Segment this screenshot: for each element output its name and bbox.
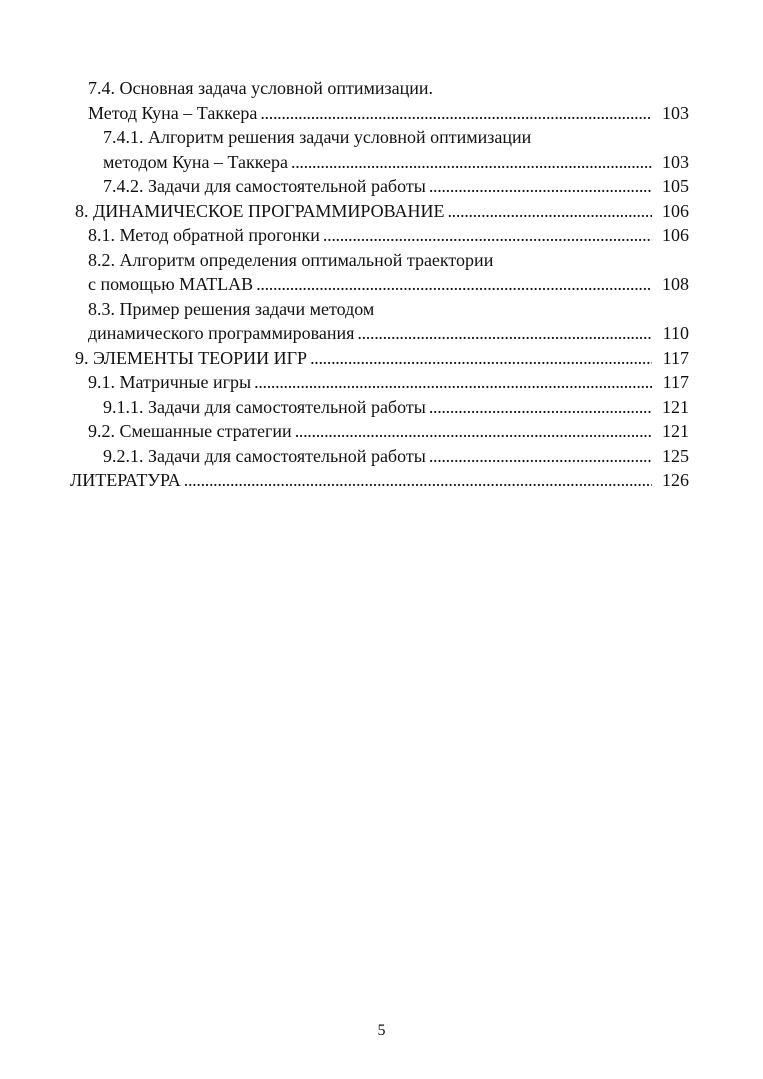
toc-entry-line	[88, 297, 763, 322]
page-number: 5	[377, 1022, 386, 1039]
toc-entry-line	[103, 395, 763, 420]
toc-entry	[0, 199, 763, 224]
toc-entry-line	[88, 248, 763, 273]
toc-entry-title: Метод Куна – Таккера	[88, 102, 258, 123]
toc-entry-title: 8.1. Метод обратной прогонки	[88, 225, 320, 245]
toc-entry-title: 9.1. Матричные игры	[88, 372, 252, 392]
table-of-contents	[0, 76, 763, 493]
toc-page-number: 103	[662, 102, 689, 123]
toc-entry-title: 8. ДИНАМИЧЕСКОЕ ПРОГРАММИРОВАНИЕ	[75, 200, 445, 221]
toc-entry-line	[88, 321, 763, 346]
toc-entry-line	[70, 468, 763, 493]
toc-entry-title: 7.4.2. Задачи для самостоятельной работы	[103, 176, 426, 196]
toc-page-number: 106	[662, 200, 689, 221]
toc-page-number: 117	[662, 372, 689, 392]
dot-leader	[256, 272, 652, 297]
toc-page-number: 126	[662, 470, 689, 490]
dot-leader	[254, 370, 652, 395]
toc-page-number: 117	[662, 347, 689, 368]
toc-page-number: 110	[662, 323, 689, 343]
toc-entry	[0, 468, 763, 493]
toc-entry-line	[88, 223, 763, 248]
toc-entry	[0, 370, 763, 395]
toc-page-number: 106	[662, 225, 689, 245]
toc-entry-title: 8.2. Алгоритм определения оптимальной траектории	[88, 249, 494, 270]
dot-leader	[310, 346, 652, 371]
toc-entry-line	[88, 419, 763, 444]
toc-entry-line	[103, 444, 763, 469]
toc-entry-line	[75, 199, 763, 224]
dot-leader	[291, 150, 652, 175]
toc-entry-title: 7.4.1. Алгоритм решения задачи условной оптимизации	[103, 127, 532, 147]
toc-entry	[0, 297, 763, 346]
toc-entry-line	[103, 150, 763, 175]
toc-entry-title: 7.4. Основная задача условной оптимизации.	[88, 78, 433, 98]
toc-entry	[0, 444, 763, 469]
toc-entry-title: 8.3. Пример решения задачи методом	[88, 298, 375, 319]
dot-leader	[429, 395, 652, 420]
toc-page-number: 125	[662, 445, 689, 466]
toc-entry-title: 9. ЭЛЕМЕНТЫ ТЕОРИИ ИГР	[75, 347, 308, 368]
dot-leader	[429, 174, 652, 199]
toc-entry	[0, 174, 763, 199]
toc-entry	[0, 248, 763, 297]
toc-entry-line	[75, 346, 763, 371]
toc-page-number: 121	[662, 421, 689, 441]
toc-entry-line	[88, 272, 763, 297]
dot-leader	[447, 199, 652, 224]
toc-entry	[0, 419, 763, 444]
toc-entry-title: 9.1.1. Задачи для самостоятельной работы	[103, 396, 426, 417]
dot-leader	[357, 321, 652, 346]
toc-entry	[0, 395, 763, 420]
toc-entry-line	[88, 76, 763, 101]
toc-entry-line	[103, 174, 763, 199]
toc-entry-title: с помощью MATLAB	[88, 274, 254, 294]
toc-page-number: 121	[662, 396, 689, 417]
toc-entry-title: ЛИТЕРАТУРА	[70, 470, 181, 490]
toc-entry	[0, 346, 763, 371]
dot-leader	[295, 419, 652, 444]
toc-page-number: 103	[662, 151, 689, 172]
toc-entry	[0, 223, 763, 248]
dot-leader	[429, 444, 652, 469]
toc-entry-line	[88, 370, 763, 395]
dot-leader	[260, 101, 652, 126]
toc-entry-title: динамического программирования	[88, 323, 355, 343]
toc-entry	[0, 125, 763, 174]
toc-entry	[0, 76, 763, 125]
toc-entry-title: методом Куна – Таккера	[103, 151, 289, 172]
dot-leader	[323, 223, 652, 248]
toc-entry-line	[88, 101, 763, 126]
toc-entry-line	[103, 125, 763, 150]
toc-entry-title: 9.2. Смешанные стратегии	[88, 421, 292, 441]
dot-leader	[184, 468, 652, 493]
toc-page-number: 105	[662, 176, 689, 196]
toc-page-number: 108	[662, 274, 689, 294]
toc-entry-title: 9.2.1. Задачи для самостоятельной работы	[103, 445, 426, 466]
